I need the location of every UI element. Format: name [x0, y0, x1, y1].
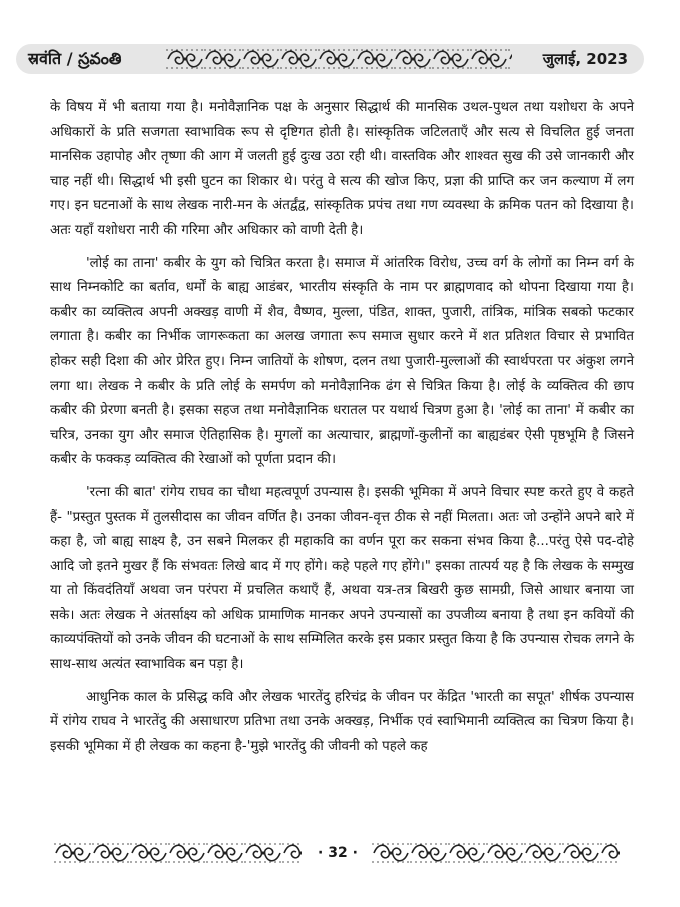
page-number — [304, 838, 372, 868]
footer-ornament-left-icon — [54, 841, 302, 865]
page-footer — [0, 838, 680, 868]
page-number-value: 32 — [328, 845, 348, 861]
paragraph: 'रत्ना की बात' रांगेय राघव का चौथा महत्वपूर्ण उपन्यास है। इसकी भूमिका में अपने विचार स्पष्ट करते हुए वे कहते हैं- "प्रस्तुत पुस्तक में तुलसीदास का जीवन वर्णित है। उनका जीवन-वृत्त ठीक से नहीं मिलता। अतः जो उन्होंने अपने बारे में कहा है, जो बाह्य साक्ष्य है, उन सबने मिलकर ही महाकवि का वर्णन पूरा कर सकना संभव किया है...परंतु ऐसे पद-दोहे आदि जो इतने मुखर हैं कि संभवतः लिखे बाद में गए होंगे। कहे पहले गए होंगे।" इसका तात्पर्य यह है कि लेखक के सम्मुख या तो किंवदंतियाँ अथवा जन परंपरा में प्रचलित कथाएँ हैं, अथवा यत्र-तत्र बिखरी कुछ सामग्री, जिसे आधार बनाया जा सके। अतः लेखक ने अंतर्साक्ष्य को अधिक प्रामाणिक मानकर अपने उपन्यासों का उपजीव्य बनाया है तथा इन कवियों की काव्यपंक्तियों को उनके जीवन की घटनाओं के साथ सम्मिलित करके इस प्रकार प्रस्तुत किया है कि उपन्यास रोचक लगने के साथ-साथ अत्यंत स्वाभाविक बन पड़ा है। — [50, 484, 634, 673]
paragraph: 'लोई का ताना' कबीर के युग को चित्रित करता है। समाज में आंतरिक विरोध, उच्च वर्ग के लोगों का निम्न वर्ग के साथ निम्नकोटि का बर्ताव, धर्मों के बाह्य आडंबर, भारतीय संस्कृति के नाम पर ब्राह्मणवाद को थोपना दिखाया गया है। कबीर का व्यक्तित्व अपनी अक्खड़ वाणी में शैव, वैष्णव, मुल्ला, पंडित, शाक्त, पुजारी, तांत्रिक, मांत्रिक सबको फटकार लगाता है। कबीर का निर्भीक जागरूकता का अलख जगाता रूप समाज सुधार करने में शत प्रतिशत विचार से प्रभावित होकर सही दिशा की ओर प्रेरित हुए। निम्न जातियों के शोषण, दलन तथा पुजारी-मुल्लाओं की स्वार्थपरता पर अंकुश लगने लगा था। लेखक ने कबीर के प्रति लोई के समर्पण को मनोवैज्ञानिक ढंग से चित्रित किया है। लोई के व्यक्तित्व की छाप कबीर की प्रेरणा बनती है। इसका सहज तथा मनोवैज्ञानिक धरातल पर यथार्थ चित्रण हुआ है। 'लोई का ताना' में कबीर का चरित्र, उनका युग और समाज ऐतिहासिक है। मुगलों का अत्याचार, ब्राह्मणों-कुलीनों का बाह्यडंबर ऐसी पृष्ठभूमि है जिसने कबीर के फक्कड़ व्यक्तित्व की रेखाओं को पूर्णता प्रदान की। — [50, 255, 635, 468]
page-number-left-swirl-icon: · — [318, 845, 324, 861]
paragraph: के विषय में भी बताया गया है। मनोवैज्ञानिक पक्ष के अनुसार सिद्धार्थ की मानसिक उथल-पुथल तथा यशोधरा के अपने अधिकारों के प्रति सजगता स्वाभाविक रूप से दृष्टिगत होती है। सांस्कृतिक जटिलताएँ और सत्य से विचलित हुई जनता मानसिक उहापोह और तृष्णा की आग में जलती हुई दुःख उठा रही थी। वास्तविक और शाश्वत सुख की उसे जानकारी और चाह नहीं थी। सिद्धार्थ भी इसी घुटन का शिकार थे। परंतु वे सत्य की खोज किए, प्रज्ञा की प्राप्ति कर जन कल्याण में लग गए। इन घटनाओं के साथ लेखक नारी-मन के अंतर्द्वंद्व, सांस्कृतिक प्रपंच तथा गण व्यवस्था के क्रमिक पतन को दिखाया है। अतः यहाँ यशोधरा नारी की गरिमा और अधिकार को वाणी देती है। — [50, 100, 634, 238]
issue-date: जुलाई, 2023 — [542, 50, 628, 68]
paragraph: आधुनिक काल के प्रसिद्ध कवि और लेखक भारतेंदु हरिचंद्र के जीवन पर केंद्रित 'भारती का सपूत' शीर्षक उपन्यास में रांगेय राघव ने भारतेंदु की असाधारण प्रतिभा तथा उनके अक्खड़, निर्भीक एवं स्वाभिमानी व्यक्तित्व का चित्रण किया है। इसकी भूमिका में ही लेखक का कहना है-'मुझे भारतेंदु की जीवनी को पहले कह — [50, 689, 634, 754]
article-body — [50, 96, 634, 767]
journal-title: स्रवंति / స్రవంతి — [28, 49, 122, 68]
page-number-right-swirl-icon: · — [352, 845, 358, 861]
footer-ornament-right-icon — [372, 841, 620, 865]
page-header — [0, 0, 680, 86]
header-ornament-icon — [166, 47, 512, 71]
